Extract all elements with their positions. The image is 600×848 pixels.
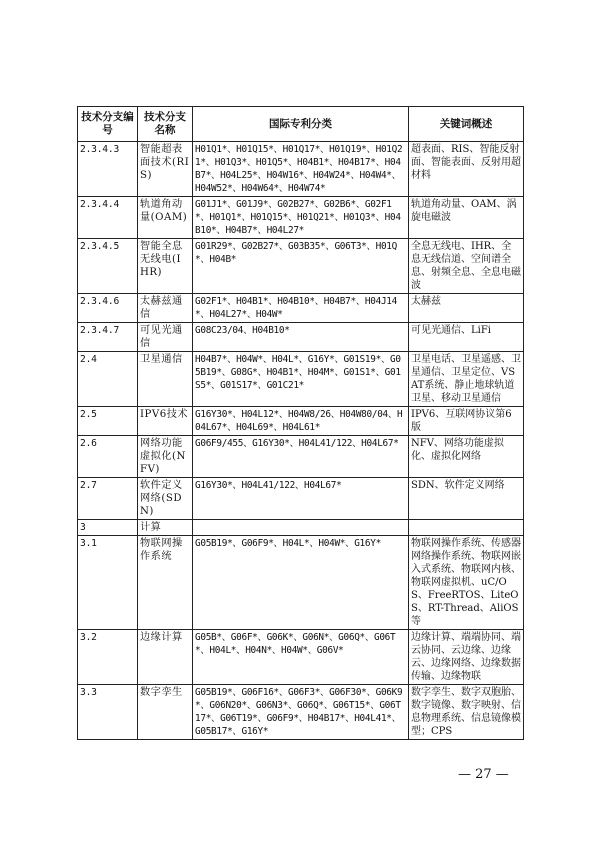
cell-ipc: G01J1*、G01J9*、G02B27*、G02B6*、G02F1*、H01Q1*、H01Q15*、H01Q21*、H01Q3*、H04B10*、H04B7*、H04L27* — [193, 197, 409, 239]
cell-ipc: G16Y30*、H04L41/122、H04L67* — [193, 478, 409, 520]
cell-keywords: 边缘计算、端端协同、端云协同、云边缘、边缘云、边缘网络、边缘数据传输、边缘物联 — [409, 630, 524, 685]
cell-ipc: H01Q1*、H01Q15*、H01Q17*、H01Q19*、H01Q21*、H01Q3*、H01Q5*、H04B1*、H04B17*、H04B7*、H04L25*、H04W16*、H04W24*、H04W4*、H04W52*、H04W64*、H04W74* — [193, 142, 409, 197]
cell-ipc: G01R29*、G02B27*、G03B35*、G06T3*、H01Q*、H04B* — [193, 239, 409, 294]
table-row — [78, 685, 524, 740]
cell-keywords: SDN、软件定义网络 — [409, 478, 524, 520]
page-number: — 27 — — [458, 767, 509, 782]
header-code: 技术分支编号 — [78, 107, 138, 142]
cell-code: 2.3.4.5 — [78, 239, 138, 294]
table-row — [78, 294, 524, 323]
cell-name: 计算 — [138, 520, 193, 536]
cell-keywords: 卫星电话、卫星遥感、卫星通信、卫星定位、VSAT系统、静止地球轨道卫星、移动卫星通信 — [409, 352, 524, 407]
cell-name: 智能全息无线电(IHR) — [138, 239, 193, 294]
cell-ipc: G05B19*、G06F9*、H04L*、H04W*、G16Y* — [193, 536, 409, 630]
cell-name: 卫星通信 — [138, 352, 193, 407]
table-row — [78, 536, 524, 630]
header-ipc: 国际专利分类 — [193, 107, 409, 142]
cell-keywords: 全息无线电、IHR、全息无线信道、空间谱全息、射频全息、全息电磁波 — [409, 239, 524, 294]
table-row — [78, 142, 524, 197]
table-row — [78, 239, 524, 294]
cell-code: 2.6 — [78, 436, 138, 478]
cell-keywords: 轨道角动量、OAM、涡旋电磁波 — [409, 197, 524, 239]
table-row — [78, 352, 524, 407]
cell-name: 太赫兹通信 — [138, 294, 193, 323]
cell-keywords: NFV、网络功能虚拟化、虚拟化网络 — [409, 436, 524, 478]
cell-code: 2.3.4.4 — [78, 197, 138, 239]
cell-name: 数字孪生 — [138, 685, 193, 740]
cell-ipc: G06F9/455、G16Y30*、H04L41/122、H04L67* — [193, 436, 409, 478]
table-row — [78, 520, 524, 536]
cell-keywords: 数字孪生、数字双胞胎、数字镜像、数字映射、信息物理系统、信息镜像模型；CPS — [409, 685, 524, 740]
header-name: 技术分支名称 — [138, 107, 193, 142]
table-header-row — [78, 107, 524, 142]
table-row — [78, 630, 524, 685]
cell-keywords — [409, 520, 524, 536]
cell-code: 3.2 — [78, 630, 138, 685]
cell-ipc: G05B*、G06F*、G06K*、G06N*、G06Q*、G06T*、H04L*、H04N*、H04W*、G06V* — [193, 630, 409, 685]
cell-keywords: IPV6、互联网协议第6版 — [409, 407, 524, 436]
cell-ipc — [193, 520, 409, 536]
cell-keywords: 超表面、RIS、智能反射面、智能表面、反射用超材料 — [409, 142, 524, 197]
cell-name: 轨道角动量(OAM) — [138, 197, 193, 239]
cell-code: 2.5 — [78, 407, 138, 436]
cell-keywords: 物联网操作系统、传感器网络操作系统、物联网嵌入式系统、物联网内核、物联网虚拟机、uC/OS、FreeRTOS、LiteOS、RT-Thread、AliOS等 — [409, 536, 524, 630]
cell-code: 2.7 — [78, 478, 138, 520]
cell-ipc: H04B7*、H04W*、H04L*、G16Y*、G01S19*、G05B19*、G08G*、H04B1*、H04M*、G01S1*、G01S5*、G01S17*、G01C21* — [193, 352, 409, 407]
cell-name: 智能超表面技术(RIS) — [138, 142, 193, 197]
cell-code: 3.3 — [78, 685, 138, 740]
cell-name: 网络功能虚拟化(NFV) — [138, 436, 193, 478]
cell-ipc: G16Y30*、H04L12*、H04W8/26、H04W80/04、H04L67*、H04L69*、H04L61* — [193, 407, 409, 436]
table-row — [78, 323, 524, 352]
cell-name: 物联网操作系统 — [138, 536, 193, 630]
patent-classification-table — [77, 106, 524, 740]
cell-code: 3 — [78, 520, 138, 536]
cell-code: 2.3.4.6 — [78, 294, 138, 323]
cell-name: 软件定义网络(SDN) — [138, 478, 193, 520]
cell-keywords: 太赫兹 — [409, 294, 524, 323]
cell-code: 3.1 — [78, 536, 138, 630]
cell-ipc: G08C23/04、H04B10* — [193, 323, 409, 352]
table-row — [78, 478, 524, 520]
header-keywords: 关键词概述 — [409, 107, 524, 142]
table-row — [78, 197, 524, 239]
cell-code: 2.3.4.3 — [78, 142, 138, 197]
cell-name: 边缘计算 — [138, 630, 193, 685]
table-body — [78, 142, 524, 740]
cell-keywords: 可见光通信、LiFi — [409, 323, 524, 352]
cell-name: 可见光通信 — [138, 323, 193, 352]
cell-ipc: G02F1*、H04B1*、H04B10*、H04B7*、H04J14*、H04L27*、H04W* — [193, 294, 409, 323]
table-row — [78, 436, 524, 478]
cell-ipc: G05B19*、G06F16*、G06F3*、G06F30*、G06K9*、G06N20*、G06N3*、G06Q*、G06T15*、G06T17*、G06T19*、G06F9*、H04B17*、H04L41*、G05B17*、G16Y* — [193, 685, 409, 740]
table-row — [78, 407, 524, 436]
cell-code: 2.3.4.7 — [78, 323, 138, 352]
cell-code: 2.4 — [78, 352, 138, 407]
cell-name: IPV6技术 — [138, 407, 193, 436]
